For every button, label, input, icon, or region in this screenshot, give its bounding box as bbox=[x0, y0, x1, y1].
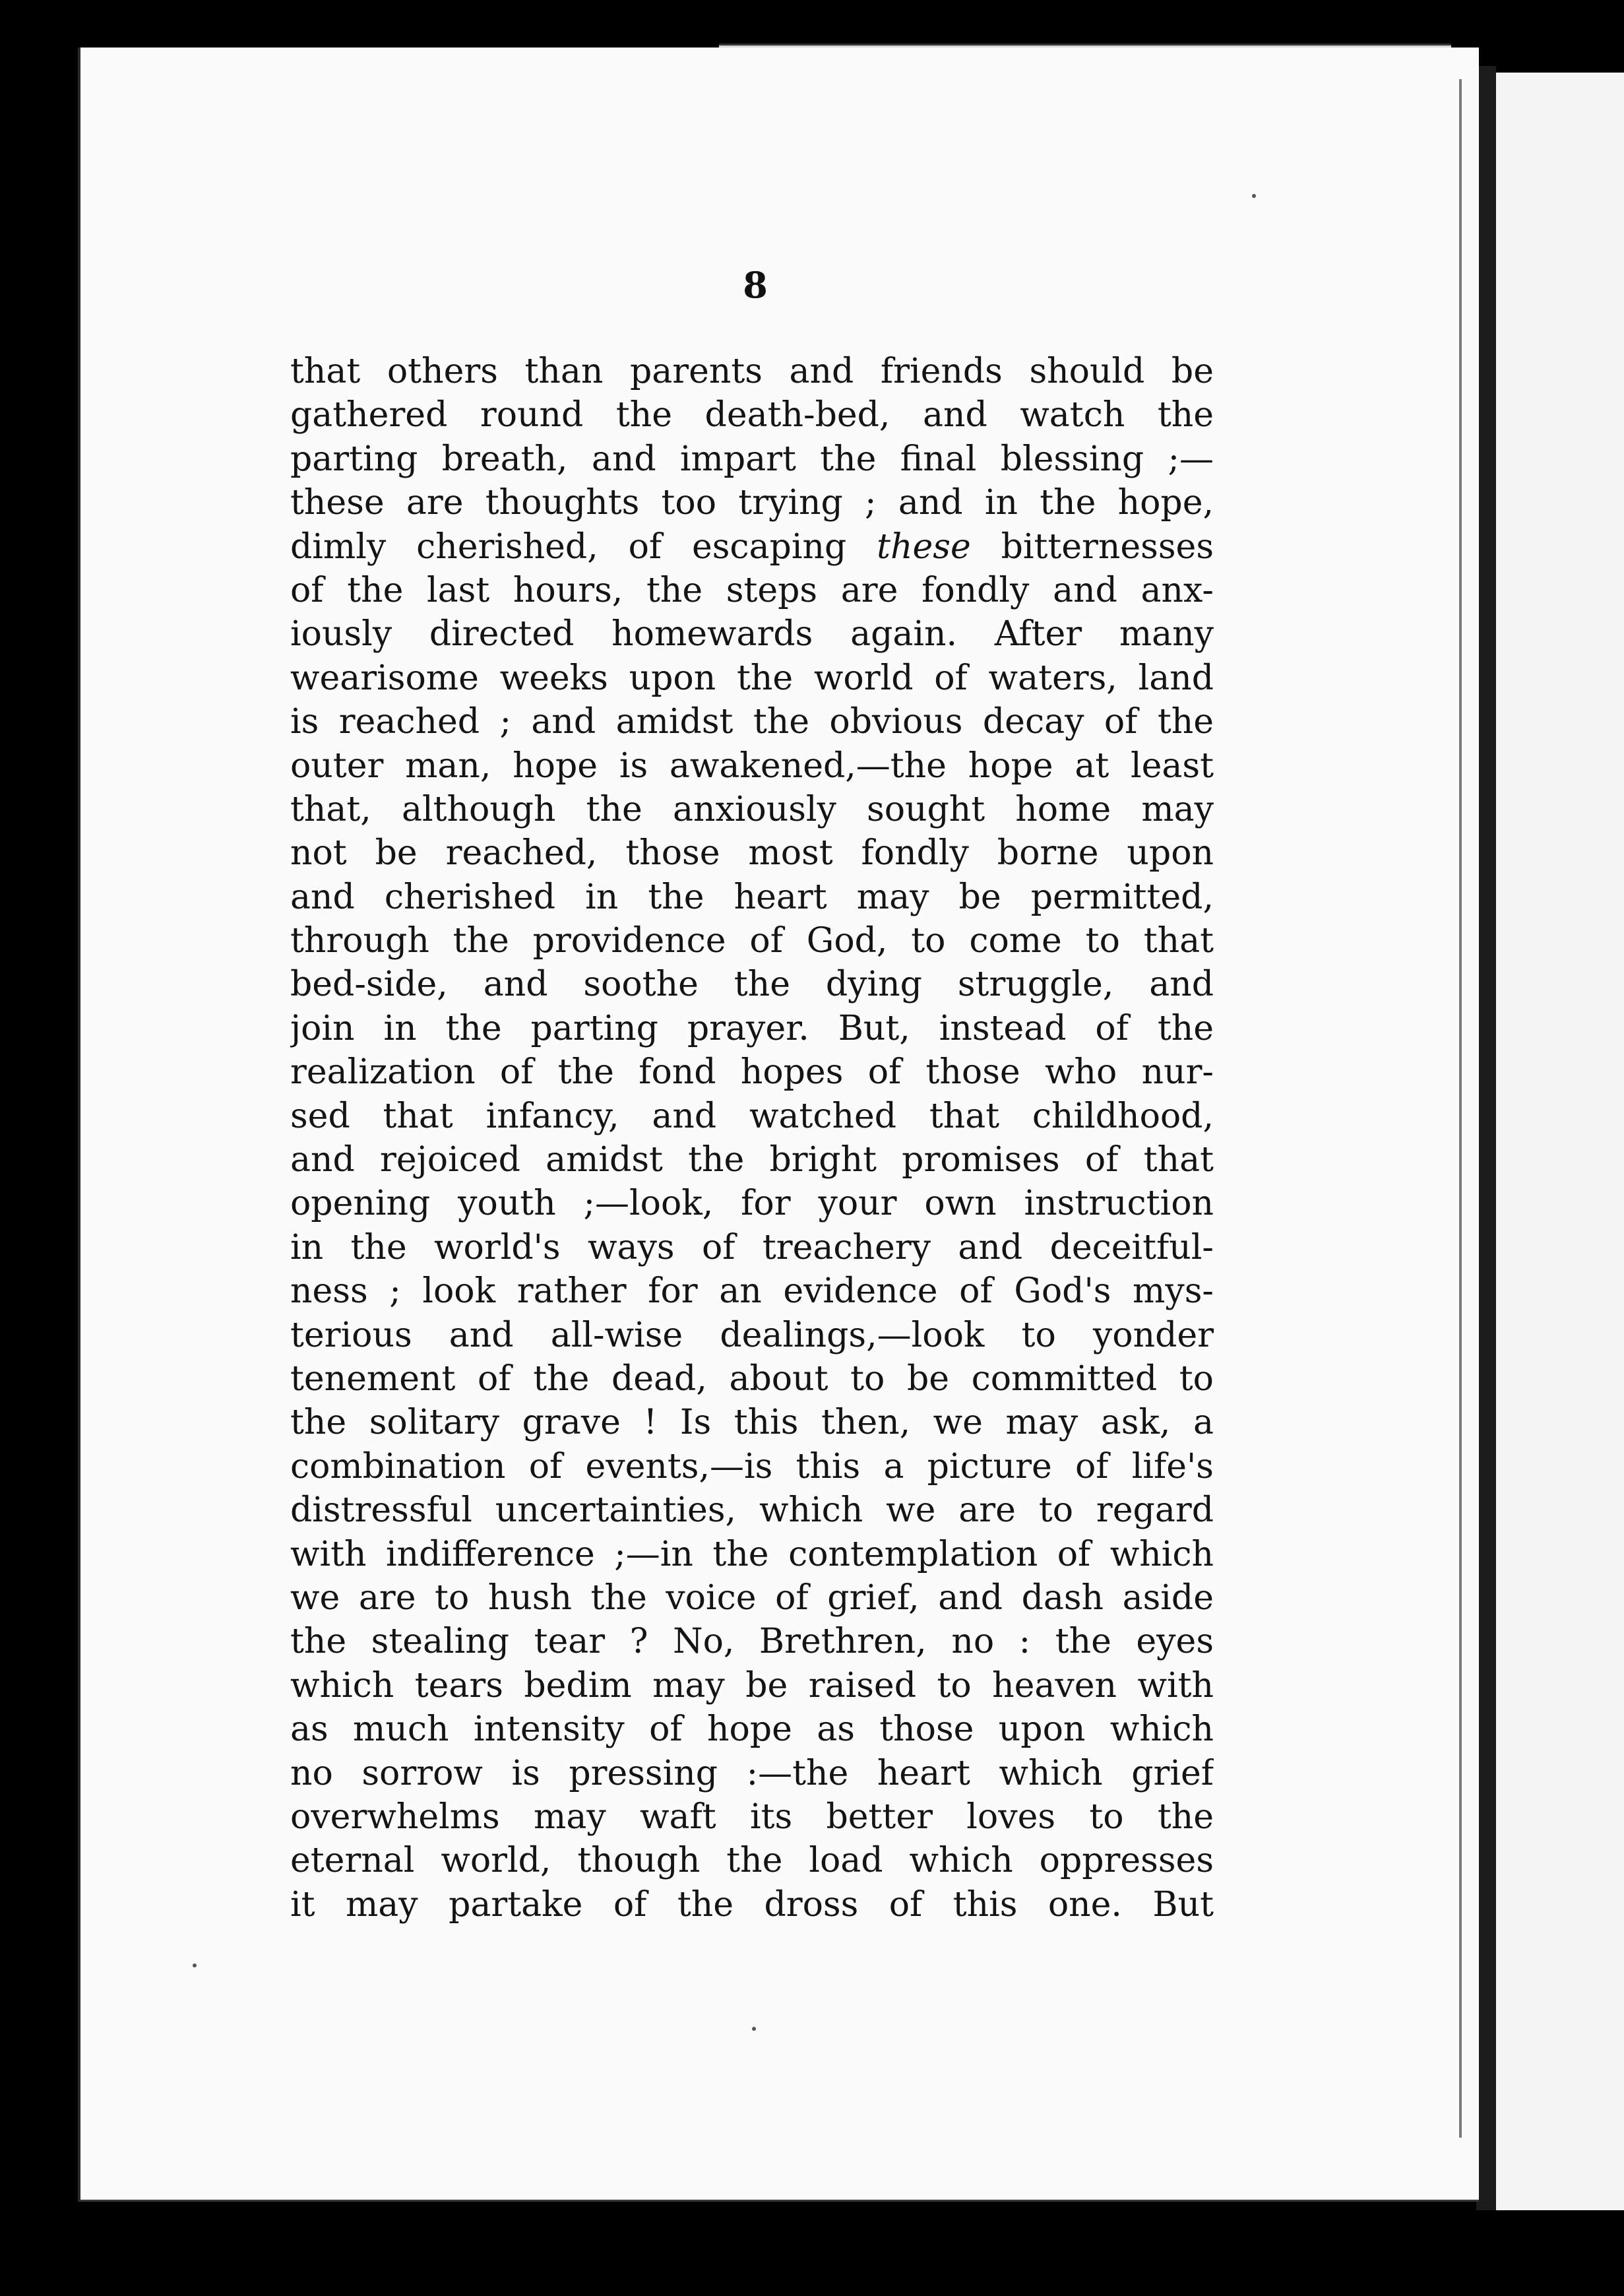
text-line: tenement of the dead, about to be committed to bbox=[290, 1358, 1214, 1399]
text-line: gathered round the death-bed, and watch the bbox=[290, 395, 1214, 435]
page-number: 8 bbox=[743, 264, 768, 306]
binding-gutter bbox=[1476, 66, 1496, 2210]
text-line: parting breath, and impart the final blessing ;— bbox=[290, 439, 1214, 479]
text-line: realization of the fond hopes of those who nur- bbox=[290, 1052, 1214, 1093]
paper-speck bbox=[752, 2027, 756, 2031]
text-line: overwhelms may waft its better loves to the bbox=[290, 1797, 1214, 1837]
body-text bbox=[290, 350, 1214, 1927]
text-line: the stealing tear ? No, Brethren, no : the eyes bbox=[290, 1622, 1214, 1662]
facing-page-edge bbox=[1496, 73, 1624, 2210]
text-line: with indifference ;—in the contemplation of which bbox=[290, 1534, 1214, 1574]
text-line: outer man, hope is awakened,—the hope at least bbox=[290, 746, 1214, 786]
text-line: sed that infancy, and watched that childhood, bbox=[290, 1096, 1214, 1136]
text-line: through the providence of God, to come to that bbox=[290, 921, 1214, 961]
text-line: of the last hours, the steps are fondly and anx- bbox=[290, 570, 1214, 610]
paper-speck bbox=[1252, 194, 1256, 198]
text-line: ness ; look rather for an evidence of God's mys- bbox=[290, 1271, 1214, 1312]
text-line: we are to hush the voice of grief, and dash aside bbox=[290, 1578, 1214, 1618]
text-line: bed-side, and soothe the dying struggle, and bbox=[290, 965, 1214, 1005]
text-line: wearisome weeks upon the world of waters, land bbox=[290, 658, 1214, 698]
text-line: join in the parting prayer. But, instead of the bbox=[290, 1008, 1214, 1048]
text-line: is reached ; and amidst the obvious decay of the bbox=[290, 702, 1214, 742]
paper-speck bbox=[193, 1963, 197, 1967]
text-line: that, although the anxiously sought home may bbox=[290, 789, 1214, 829]
text-line: terious and all-wise dealings,—look to yonder bbox=[290, 1315, 1214, 1355]
text-line: these are thoughts too trying ; and in the hope, bbox=[290, 483, 1214, 523]
text-line: which tears bedim may be raised to heaven with bbox=[290, 1665, 1214, 1706]
text-line: as much intensity of hope as those upon which bbox=[290, 1709, 1214, 1750]
text-line: not be reached, those most fondly borne upon bbox=[290, 833, 1214, 874]
text-line: opening youth ;—look, for your own instruction bbox=[290, 1184, 1214, 1224]
text-line: combination of events,—is this a picture of life's bbox=[290, 1446, 1214, 1486]
text-line: it may partake of the dross of this one. But bbox=[290, 1884, 1214, 1925]
emphasis-text: these bbox=[877, 526, 971, 567]
text-line: dimly cherished, of escaping these bitternesses bbox=[290, 526, 1214, 567]
text-line: that others than parents and friends should be bbox=[290, 352, 1214, 391]
text-line: iously directed homewards again. After many bbox=[290, 614, 1214, 654]
text-line: eternal world, though the load which oppresses bbox=[290, 1841, 1214, 1881]
text-line: no sorrow is pressing :—the heart which grief bbox=[290, 1753, 1214, 1793]
text-line: and cherished in the heart may be permitted, bbox=[290, 877, 1214, 917]
page-fold-line bbox=[1459, 79, 1462, 2138]
text-line: the solitary grave ! Is this then, we may ask, a bbox=[290, 1403, 1214, 1443]
text-line: and rejoiced amidst the bright promises of that bbox=[290, 1140, 1214, 1180]
text-line: in the world's ways of treachery and deceitful- bbox=[290, 1227, 1214, 1267]
text-line: distressful uncertainties, which we are to regard bbox=[290, 1490, 1214, 1531]
